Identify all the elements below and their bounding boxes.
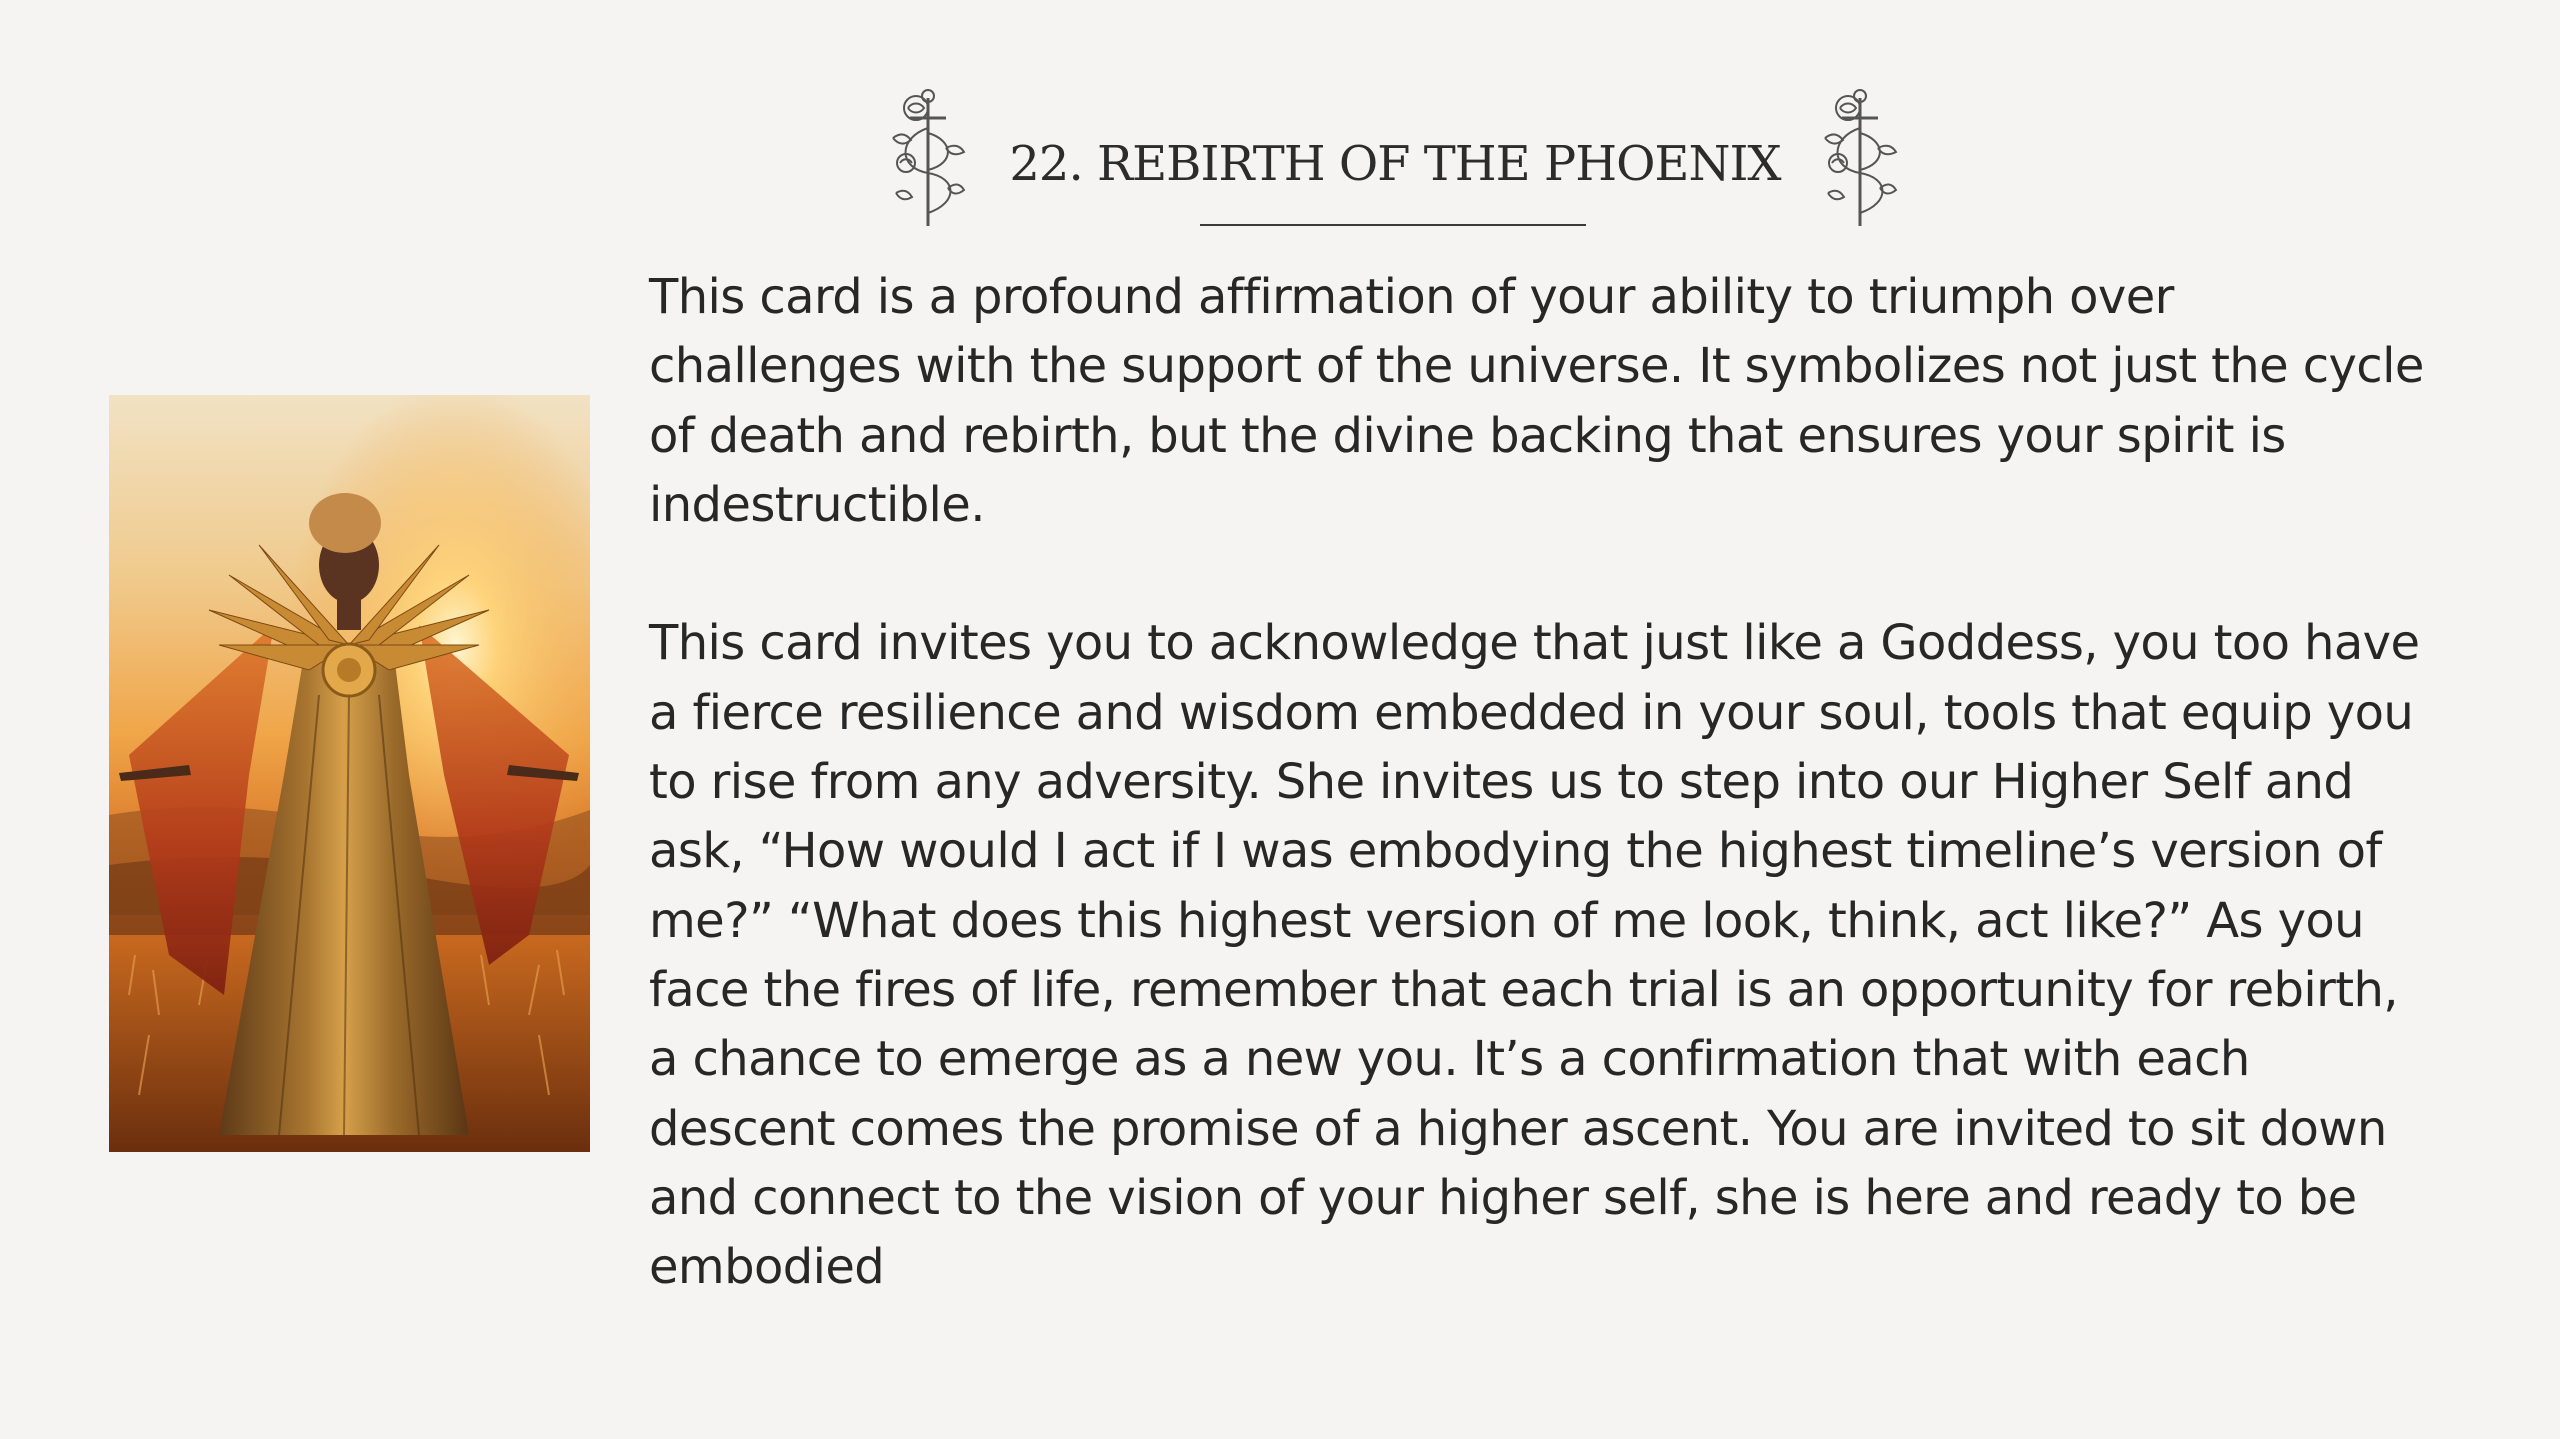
- rose-dagger-icon: [878, 78, 978, 228]
- title-underline: [1200, 224, 1586, 226]
- paragraph-invitation: This card invites you to acknowledge that just like a Goddess, you too have a fierce resilience and wisdom embedded in your soul, tools that equip you to rise from any adversity. She invites us to step into our Higher Self and ask, “How would I act if I was embodying the highest timeline’s version of me?” “What does this highest version of me look, think, act like?” As you face the fires of life, remember that each trial is an opportunity for rebirth, a chance to emerge as a new you. It’s a confirmation that with each descent comes the promise of a higher ascent. You are invited to sit down and connect to the vision of your higher self, she is here and ready to be embodied: [649, 615, 2420, 1296]
- card-description: [649, 263, 2429, 1302]
- page-title: 22. REBIRTH OF THE PHOENIX: [1009, 136, 1781, 192]
- rose-dagger-icon: [1810, 78, 1910, 228]
- phoenix-goddess-illustration: [109, 395, 590, 1152]
- paragraph-intro: This card is a profound affirmation of your ability to triumph over challenges with the support of the universe. It symbolizes not just the cycle of death and rebirth, but the divine backing that ensures your spirit is indestructible.: [649, 269, 2424, 533]
